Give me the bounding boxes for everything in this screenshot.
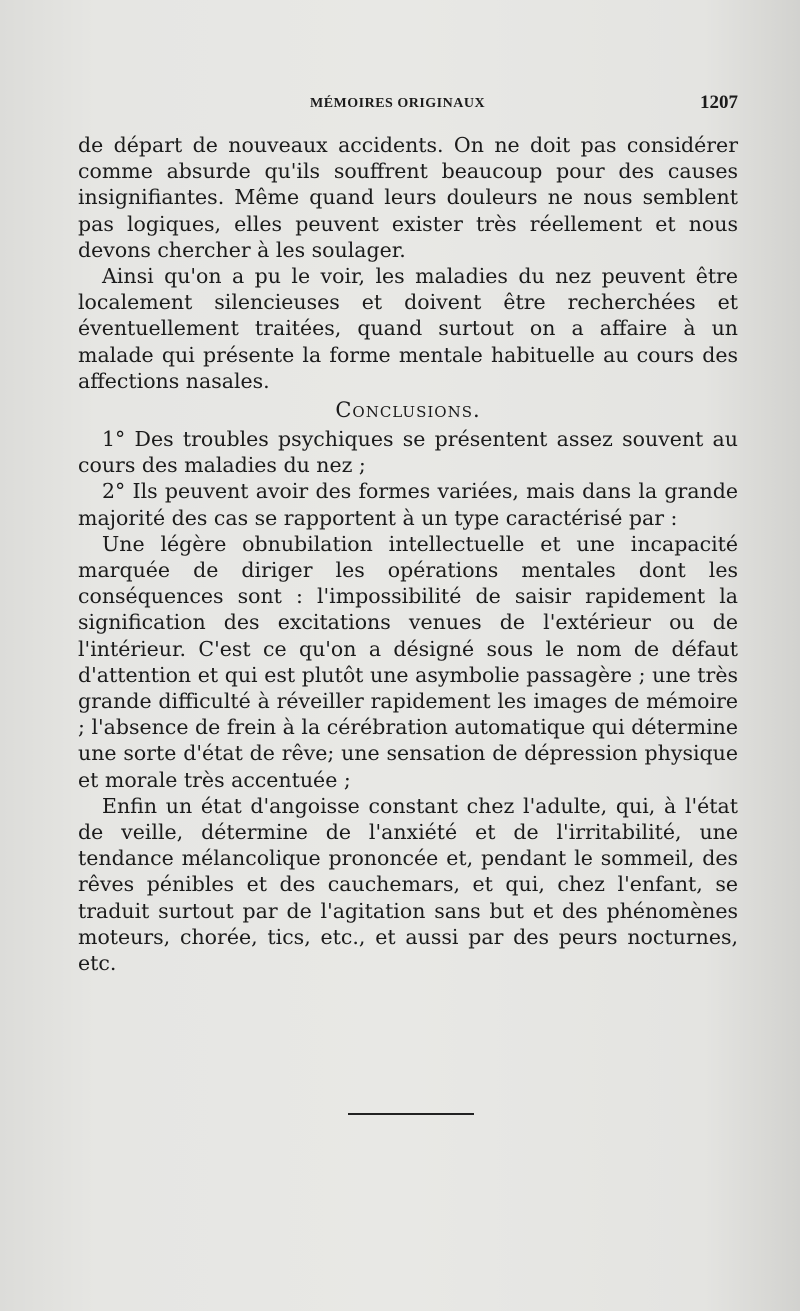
paragraph-continuation: de départ de nouveaux accidents. On ne doit pas considérer comme absurde qu'ils souffrent beaucoup pour des causes insignifiantes. Même quand leurs douleurs ne nous semblent pas logiques, elles peuvent exister très réellement et nous devons chercher à les soulager. (78, 133, 738, 262)
text-body (78, 132, 738, 976)
conclusion-item-1: 1° Des troubles psychiques se présentent assez souvent au cours des maladies du nez ; (78, 427, 738, 478)
conclusion-item-2: 2° Ils peuvent avoir des formes variées, mais dans la grande majorité des cas se rapportent à un type caractérisé par : (78, 479, 738, 530)
closing-rule (348, 1113, 474, 1115)
running-header (78, 92, 738, 116)
paragraph-nasal-diseases: Ainsi qu'on a pu le voir, les maladies du nez peuvent être localement silencieuses et doivent être recherchées et éventuellement traitées, quand surtout on a affaire à un malade qui présente la forme mentale habituelle au cours des affections nasales. (78, 264, 738, 393)
conclusion-paragraph-symptoms: Une légère obnubilation intellectuelle et une incapacité marquée de diriger les opérations mentales dont les conséquences sont : l'impossibilité de saisir rapidement la signification des excitations venues de l'extérieur ou de l'intérieur. C'est ce qu'on a désigné sous le nom de défaut d'attention et qui est plutôt une asymbolie passagère ; une très grande difficulté à réveiller rapidement les images de mémoire ; l'absence de frein à la cérébration automatique qui détermine une sorte d'état de rêve; une sensation de dépression physique et morale très accentuée ; (78, 531, 738, 792)
conclusion-paragraph-anguish: Enfin un état d'angoisse constant chez l'adulte, qui, à l'état de veille, détermine de l'anxiété et de l'irritabilité, une tendance mélancolique prononcée et, pendant le sommeil, des rêves pénibles et des cauchemars, et qui, chez l'enfant, se traduit surtout par de l'agitation sans but et des phénomènes moteurs, chorée, tics, etc., et aussi par des peurs nocturnes, etc. (78, 793, 738, 976)
page-number: 1207 (700, 92, 738, 113)
section-title-conclusions: Conclusions. (335, 398, 481, 423)
running-title: MÉMOIRES ORIGINAUX (310, 96, 486, 111)
